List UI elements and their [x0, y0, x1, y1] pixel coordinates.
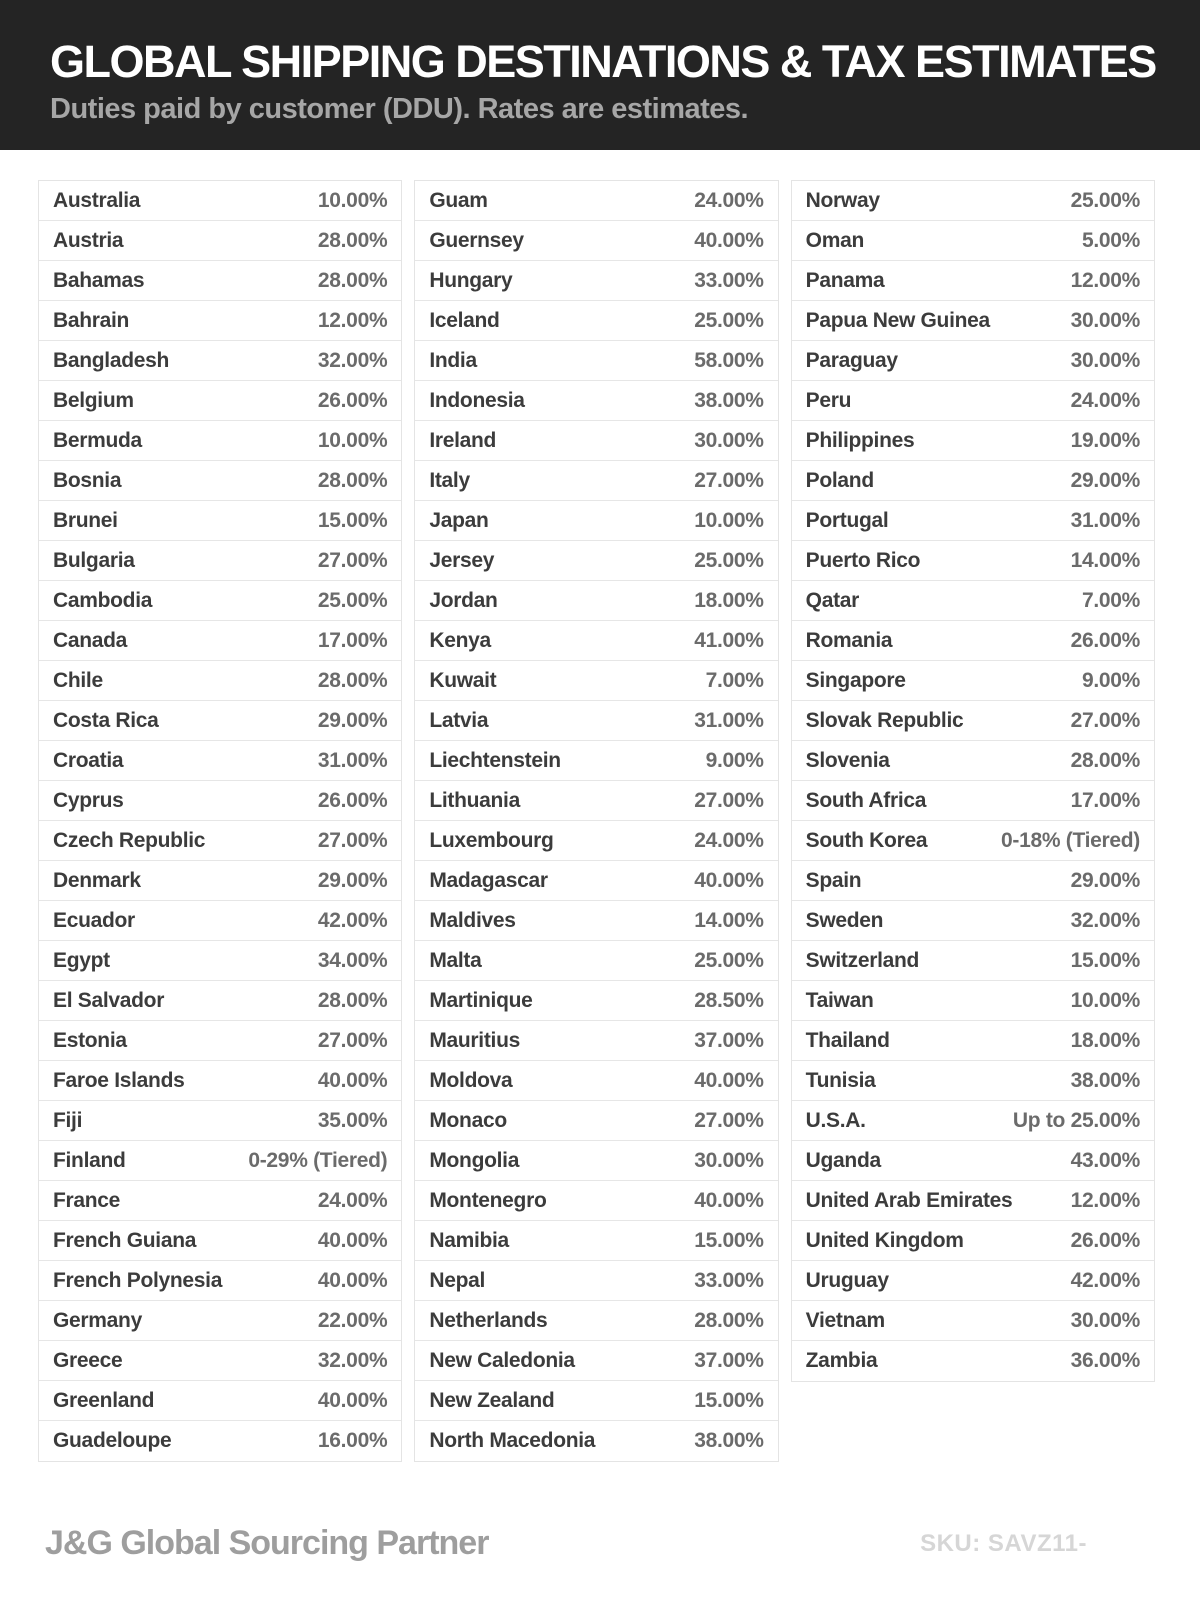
tax-rate: 24.00%	[317, 1188, 388, 1212]
table-row	[792, 1141, 1154, 1181]
country-name: Lithuania	[429, 788, 520, 812]
country-name: Peru	[805, 388, 852, 412]
table-row	[39, 1421, 401, 1461]
table-row	[39, 341, 401, 381]
tax-rate: 27.00%	[694, 468, 764, 492]
country-name: Jersey	[429, 548, 495, 572]
tax-rate: 27.00%	[694, 788, 764, 812]
country-name: Namibia	[429, 1228, 509, 1252]
tax-rate: 43.00%	[1070, 1148, 1140, 1172]
table-row	[415, 861, 777, 901]
tax-rate: 0-18% (Tiered)	[1001, 828, 1140, 852]
tax-rate: 5.00%	[1081, 228, 1140, 252]
country-name: Papua New Guinea	[805, 308, 990, 332]
country-name: Bermuda	[53, 428, 142, 452]
tax-rate: 29.00%	[317, 708, 388, 732]
table-row	[792, 701, 1154, 741]
table-row	[792, 821, 1154, 861]
tax-rate: 27.00%	[317, 548, 388, 572]
tax-rate: 26.00%	[1070, 1228, 1140, 1252]
table-row	[415, 381, 777, 421]
table-row	[39, 821, 401, 861]
table-row	[415, 341, 777, 381]
tax-rate: 9.00%	[1081, 668, 1140, 692]
country-name: Paraguay	[805, 348, 898, 372]
tax-rate: 18.00%	[1070, 1028, 1140, 1052]
country-name: North Macedonia	[429, 1429, 596, 1452]
table-row	[792, 341, 1154, 381]
tax-rate: 37.00%	[694, 1028, 764, 1052]
tax-rate: 15.00%	[694, 1228, 764, 1252]
country-name: Kuwait	[429, 668, 497, 692]
tax-rate: 0-29% (Tiered)	[248, 1148, 388, 1172]
table-row	[39, 301, 401, 341]
tax-rate: 30.00%	[1070, 308, 1140, 332]
country-name: Maldives	[429, 908, 516, 932]
country-name: Spain	[805, 868, 862, 892]
country-name: New Zealand	[429, 1388, 555, 1412]
table-row	[39, 581, 401, 621]
tax-rate: 29.00%	[317, 868, 388, 892]
country-name: Montenegro	[429, 1188, 547, 1212]
table-row	[792, 301, 1154, 341]
country-name: Fiji	[53, 1108, 83, 1132]
country-name: Bangladesh	[53, 348, 170, 372]
tax-rate: 40.00%	[694, 868, 764, 892]
country-name: Estonia	[53, 1028, 127, 1052]
tax-rate: 30.00%	[694, 1148, 764, 1172]
tax-rate: 28.00%	[1070, 748, 1140, 772]
tax-rate: 15.00%	[1070, 948, 1140, 972]
country-name: Bosnia	[53, 468, 122, 492]
table-row	[792, 941, 1154, 981]
table-row	[39, 1341, 401, 1381]
country-name: Austria	[53, 228, 124, 252]
country-name: United Arab Emirates	[805, 1188, 1013, 1212]
table-row	[415, 821, 777, 861]
tax-rate: 25.00%	[317, 588, 388, 612]
table-row	[792, 581, 1154, 621]
country-name: El Salvador	[53, 988, 165, 1012]
table-row	[39, 861, 401, 901]
tax-rate: 38.00%	[1070, 1068, 1140, 1092]
tax-rate: 24.00%	[1070, 388, 1140, 412]
country-name: Greece	[53, 1348, 123, 1372]
table-row	[39, 1261, 401, 1301]
tax-rate: 40.00%	[317, 1388, 388, 1412]
tax-rate: 7.00%	[1081, 588, 1140, 612]
country-name: United Kingdom	[805, 1228, 964, 1252]
country-name: Nepal	[429, 1268, 486, 1292]
tax-rate: 28.50%	[694, 988, 764, 1012]
country-name: Kenya	[429, 628, 491, 652]
country-name: Uganda	[805, 1148, 881, 1172]
table-row	[415, 1301, 777, 1341]
rate-column	[38, 180, 402, 1462]
country-name: Switzerland	[805, 948, 920, 972]
table-row	[39, 1101, 401, 1141]
country-name: France	[53, 1188, 121, 1212]
table-row	[39, 181, 401, 221]
table-row	[415, 1141, 777, 1181]
table-row	[792, 661, 1154, 701]
table-row	[792, 1021, 1154, 1061]
country-name: Finland	[53, 1148, 126, 1172]
table-row	[39, 1301, 401, 1341]
tax-rate: 32.00%	[1070, 908, 1140, 932]
table-row	[415, 661, 777, 701]
table-row	[792, 381, 1154, 421]
country-name: India	[429, 348, 477, 372]
country-name: Monaco	[429, 1108, 507, 1132]
country-name: Mauritius	[429, 1028, 520, 1052]
table-row	[39, 941, 401, 981]
table-row	[415, 501, 777, 541]
tax-rate: 9.00%	[705, 748, 764, 772]
country-name: Belgium	[53, 388, 134, 412]
table-row	[792, 621, 1154, 661]
tax-rate: 14.00%	[694, 908, 764, 932]
country-name: Guadeloupe	[53, 1429, 172, 1452]
tax-rate: 42.00%	[1070, 1268, 1140, 1292]
tax-rate: 28.00%	[317, 268, 388, 292]
table-row	[415, 1061, 777, 1101]
table-row	[792, 1101, 1154, 1141]
table-row	[415, 541, 777, 581]
tax-rate: 38.00%	[694, 1429, 764, 1452]
table-row	[792, 421, 1154, 461]
tax-rate: 37.00%	[694, 1348, 764, 1372]
country-name: Czech Republic	[53, 828, 206, 852]
country-name: Slovak Republic	[805, 708, 964, 732]
tax-rate: 40.00%	[694, 1188, 764, 1212]
country-name: Netherlands	[429, 1308, 548, 1332]
country-name: Egypt	[53, 948, 110, 972]
tax-rate: 27.00%	[317, 828, 388, 852]
table-row	[415, 1021, 777, 1061]
tax-rate: Up to 25.00%	[1012, 1108, 1140, 1132]
tax-rate: 12.00%	[317, 308, 388, 332]
table-row	[792, 861, 1154, 901]
country-name: Ireland	[429, 428, 497, 452]
tax-rate: 29.00%	[1070, 468, 1140, 492]
tax-rate: 42.00%	[317, 908, 388, 932]
tax-rate: 28.00%	[317, 668, 388, 692]
tax-rate: 28.00%	[317, 228, 388, 252]
table-row	[415, 781, 777, 821]
brand-name: J&G Global Sourcing Partner	[45, 1524, 489, 1562]
country-name: Romania	[805, 628, 893, 652]
tax-rate: 40.00%	[317, 1228, 388, 1252]
country-name: Brunei	[53, 508, 118, 532]
rate-column	[791, 180, 1155, 1382]
table-row	[792, 541, 1154, 581]
country-name: Faroe Islands	[53, 1068, 185, 1092]
country-name: Liechtenstein	[429, 748, 561, 772]
country-name: Germany	[53, 1308, 142, 1332]
table-row	[792, 261, 1154, 301]
table-row	[415, 1341, 777, 1381]
country-name: Philippines	[805, 428, 915, 452]
tax-rate: 7.00%	[705, 668, 764, 692]
tax-rate: 26.00%	[317, 388, 388, 412]
table-row	[39, 701, 401, 741]
tax-rate: 25.00%	[694, 308, 764, 332]
country-name: Moldova	[429, 1068, 513, 1092]
country-name: Latvia	[429, 708, 489, 732]
table-row	[39, 621, 401, 661]
table-row	[415, 1421, 777, 1461]
tax-rate: 40.00%	[694, 228, 764, 252]
country-name: Canada	[53, 628, 128, 652]
country-name: Mongolia	[429, 1148, 520, 1172]
table-row	[792, 781, 1154, 821]
table-row	[792, 1341, 1154, 1381]
country-name: Poland	[805, 468, 874, 492]
tax-rate-table	[38, 180, 1155, 1462]
table-row	[792, 221, 1154, 261]
tax-rate: 32.00%	[317, 348, 388, 372]
country-name: Singapore	[805, 668, 906, 692]
tax-rate: 14.00%	[1070, 548, 1140, 572]
tax-rate: 26.00%	[1070, 628, 1140, 652]
tax-rate: 40.00%	[317, 1068, 388, 1092]
tax-rate: 18.00%	[694, 588, 764, 612]
table-row	[39, 781, 401, 821]
table-row	[39, 1061, 401, 1101]
table-row	[415, 621, 777, 661]
table-row	[415, 261, 777, 301]
table-row	[792, 1061, 1154, 1101]
tax-rate: 41.00%	[694, 628, 764, 652]
country-name: French Guiana	[53, 1228, 197, 1252]
tax-rate: 40.00%	[694, 1068, 764, 1092]
table-row	[792, 901, 1154, 941]
tax-rate: 25.00%	[1070, 188, 1140, 212]
country-name: Cyprus	[53, 788, 124, 812]
country-name: Portugal	[805, 508, 889, 532]
tax-rate: 10.00%	[317, 428, 388, 452]
country-name: Luxembourg	[429, 828, 554, 852]
table-row	[39, 1021, 401, 1061]
tax-rate: 58.00%	[694, 348, 764, 372]
table-row	[415, 941, 777, 981]
tax-rate: 27.00%	[317, 1028, 388, 1052]
table-row	[792, 981, 1154, 1021]
country-name: Guernsey	[429, 228, 524, 252]
country-name: Malta	[429, 948, 482, 972]
table-row	[415, 741, 777, 781]
country-name: Oman	[805, 228, 864, 252]
country-name: Madagascar	[429, 868, 548, 892]
tax-rate: 33.00%	[694, 268, 764, 292]
tax-rate: 25.00%	[694, 548, 764, 572]
tax-rate: 33.00%	[694, 1268, 764, 1292]
table-row	[39, 741, 401, 781]
tax-rate: 27.00%	[694, 1108, 764, 1132]
country-name: Puerto Rico	[805, 548, 921, 572]
table-row	[39, 261, 401, 301]
table-row	[415, 701, 777, 741]
table-row	[415, 461, 777, 501]
table-row	[39, 901, 401, 941]
tax-rate: 10.00%	[694, 508, 764, 532]
country-name: Australia	[53, 188, 141, 212]
country-name: Thailand	[805, 1028, 890, 1052]
country-name: Bulgaria	[53, 548, 135, 572]
tax-rate: 10.00%	[317, 188, 388, 212]
table-row	[792, 1221, 1154, 1261]
country-name: Taiwan	[805, 988, 874, 1012]
country-name: South Africa	[805, 788, 927, 812]
tax-rate: 31.00%	[694, 708, 764, 732]
tax-rate: 31.00%	[317, 748, 388, 772]
country-name: Sweden	[805, 908, 884, 932]
tax-rate: 19.00%	[1070, 428, 1140, 452]
table-row	[39, 421, 401, 461]
country-name: Zambia	[805, 1349, 878, 1372]
table-row	[39, 1141, 401, 1181]
tax-rate: 17.00%	[317, 628, 388, 652]
tax-rate: 28.00%	[317, 988, 388, 1012]
country-name: Guam	[429, 188, 488, 212]
table-row	[39, 381, 401, 421]
tax-rate: 24.00%	[694, 828, 764, 852]
table-row	[415, 181, 777, 221]
country-name: Bahrain	[53, 308, 130, 332]
tax-rate: 36.00%	[1070, 1349, 1140, 1372]
country-name: Norway	[805, 188, 880, 212]
table-row	[415, 1101, 777, 1141]
tax-rate: 28.00%	[317, 468, 388, 492]
sku-label: SKU: SAVZ11-	[920, 1529, 1087, 1557]
page-title: GLOBAL SHIPPING DESTINATIONS & TAX ESTIMATES	[50, 36, 1156, 87]
tax-rate: 26.00%	[317, 788, 388, 812]
table-row	[415, 421, 777, 461]
country-name: Jordan	[429, 588, 498, 612]
table-row	[39, 541, 401, 581]
tax-rate: 35.00%	[317, 1108, 388, 1132]
country-name: Slovenia	[805, 748, 890, 772]
table-row	[415, 1381, 777, 1421]
table-row	[39, 461, 401, 501]
table-row	[792, 501, 1154, 541]
country-name: South Korea	[805, 828, 928, 852]
tax-rate: 30.00%	[694, 428, 764, 452]
table-row	[792, 1181, 1154, 1221]
country-name: Panama	[805, 268, 885, 292]
country-name: U.S.A.	[805, 1108, 866, 1132]
table-row	[39, 1181, 401, 1221]
country-name: Vietnam	[805, 1308, 885, 1332]
table-row	[39, 1221, 401, 1261]
table-row	[792, 181, 1154, 221]
table-row	[39, 501, 401, 541]
country-name: Indonesia	[429, 388, 525, 412]
country-name: Denmark	[53, 868, 141, 892]
country-name: Italy	[429, 468, 470, 492]
page-header	[0, 0, 1200, 150]
tax-rate: 17.00%	[1070, 788, 1140, 812]
country-name: Cambodia	[53, 588, 153, 612]
tax-rate: 31.00%	[1070, 508, 1140, 532]
table-row	[792, 1261, 1154, 1301]
tax-rate: 15.00%	[317, 508, 388, 532]
table-row	[415, 1261, 777, 1301]
country-name: Greenland	[53, 1388, 155, 1412]
rate-column	[414, 180, 778, 1462]
country-name: Ecuador	[53, 908, 135, 932]
tax-rate: 12.00%	[1070, 268, 1140, 292]
table-row	[415, 901, 777, 941]
tax-rate: 29.00%	[1070, 868, 1140, 892]
tax-rate: 12.00%	[1070, 1188, 1140, 1212]
table-row	[792, 741, 1154, 781]
table-row	[39, 661, 401, 701]
tax-rate: 24.00%	[694, 188, 764, 212]
tax-rate: 30.00%	[1070, 348, 1140, 372]
tax-rate: 40.00%	[317, 1268, 388, 1292]
table-row	[792, 461, 1154, 501]
country-name: Iceland	[429, 308, 500, 332]
table-row	[39, 981, 401, 1021]
tax-rate: 25.00%	[694, 948, 764, 972]
country-name: Bahamas	[53, 268, 145, 292]
table-row	[415, 581, 777, 621]
tax-rate: 30.00%	[1070, 1308, 1140, 1332]
country-name: Tunisia	[805, 1068, 876, 1092]
tax-rate: 32.00%	[317, 1348, 388, 1372]
tax-rate: 27.00%	[1070, 708, 1140, 732]
table-row	[415, 981, 777, 1021]
table-row	[415, 1221, 777, 1261]
table-row	[39, 1381, 401, 1421]
table-row	[415, 301, 777, 341]
table-row	[792, 1301, 1154, 1341]
country-name: Japan	[429, 508, 489, 532]
tax-rate: 15.00%	[694, 1388, 764, 1412]
table-row	[415, 221, 777, 261]
country-name: Costa Rica	[53, 708, 159, 732]
country-name: New Caledonia	[429, 1348, 575, 1372]
page-subtitle: Duties paid by customer (DDU). Rates are estimates.	[50, 93, 749, 126]
page-footer	[45, 1524, 1087, 1563]
country-name: Qatar	[805, 588, 860, 612]
tax-rate: 34.00%	[317, 948, 388, 972]
tax-rate: 10.00%	[1070, 988, 1140, 1012]
country-name: French Polynesia	[53, 1268, 223, 1292]
table-row	[415, 1181, 777, 1221]
tax-rate: 28.00%	[694, 1308, 764, 1332]
country-name: Uruguay	[805, 1268, 889, 1292]
tax-rate: 16.00%	[317, 1429, 388, 1452]
tax-rate: 22.00%	[317, 1308, 388, 1332]
country-name: Croatia	[53, 748, 124, 772]
table-row	[39, 221, 401, 261]
country-name: Hungary	[429, 268, 513, 292]
country-name: Martinique	[429, 988, 533, 1012]
tax-rate: 38.00%	[694, 388, 764, 412]
country-name: Chile	[53, 668, 103, 692]
